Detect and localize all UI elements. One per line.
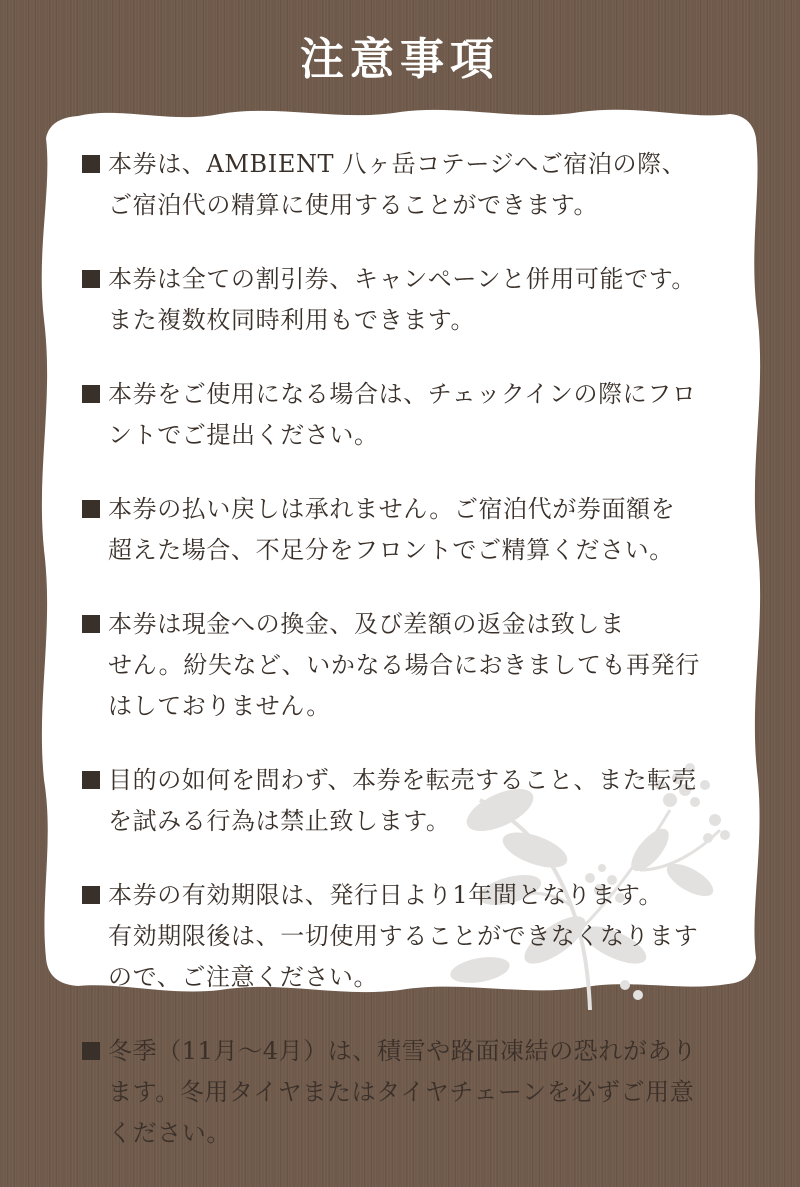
square-bullet-icon xyxy=(82,385,100,403)
note-text: 本券をご使用になる場合は、チェックインの際にフロ ントでご提出ください。 xyxy=(108,380,697,449)
note-text: 目的の如何を問わず、本券を転売すること、また転売 を試みる行為は禁止致します。 xyxy=(108,766,697,835)
square-bullet-icon xyxy=(82,270,100,288)
list-item xyxy=(78,604,728,727)
note-text: 本券の払い戻しは承れません。ご宿泊代が券面額を 超えた場合、不足分をフロントでご精算ください。 xyxy=(108,495,676,564)
square-bullet-icon xyxy=(82,155,100,173)
list-item xyxy=(78,259,728,341)
note-text: 本券は、AMBIENT 八ヶ岳コテージへご宿泊の際、 ご宿泊代の精算に使用することができます。 xyxy=(108,150,687,219)
list-item xyxy=(78,489,728,571)
note-text: 本券の有効期限は、発行日より1年間となります。 有効期限後は、一切使用することができなくなります ので、ご注意ください。 xyxy=(108,881,699,991)
list-item xyxy=(78,144,728,226)
square-bullet-icon xyxy=(82,615,100,633)
square-bullet-icon xyxy=(82,771,100,789)
note-text: 本券は現金への換金、及び差額の返金は致しま せん。紛失など、いかなる場合におきましても再発行 はしておりません。 xyxy=(108,610,700,720)
square-bullet-icon xyxy=(82,500,100,518)
square-bullet-icon xyxy=(82,886,100,904)
square-bullet-icon xyxy=(82,1042,100,1060)
notes-list xyxy=(78,144,728,1187)
note-text: 冬季（11月～4月）は、積雪や路面凍結の恐れがあり ます。冬用タイヤまたはタイヤチェーンを必ずご用意 ください。 xyxy=(108,1037,697,1147)
list-item xyxy=(78,875,728,998)
note-text: 本券は全ての割引券、キャンペーンと併用可能です。 また複数枚同時利用もできます。 xyxy=(108,265,696,334)
list-item xyxy=(78,1031,728,1154)
list-item xyxy=(78,374,728,456)
list-item xyxy=(78,760,728,842)
page-title: 注意事項 xyxy=(300,34,500,85)
